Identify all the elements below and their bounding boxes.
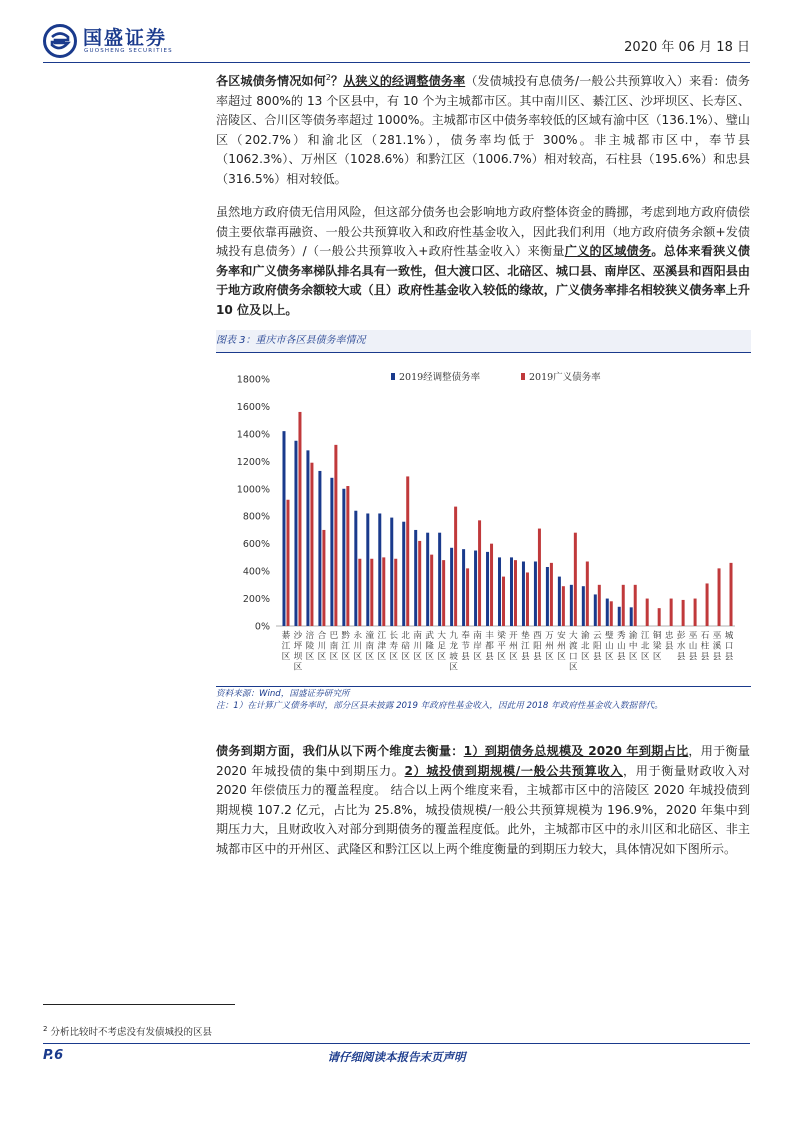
x-tick-label: 隆 xyxy=(425,641,434,652)
bar-adjusted-debt-ratio xyxy=(510,557,513,626)
x-tick-label: 渝 xyxy=(581,631,590,641)
bar-adjusted-debt-ratio xyxy=(366,513,369,626)
x-tick-label: 中 xyxy=(628,641,638,652)
x-tick-label: 江 xyxy=(341,641,351,652)
bar-broad-debt-ratio xyxy=(358,559,361,626)
legend-swatch-adjusted xyxy=(391,373,395,380)
x-tick-label: 万 xyxy=(545,631,554,641)
x-tick-label: 区 xyxy=(425,652,434,662)
bar-broad-debt-ratio xyxy=(610,601,613,626)
bar-adjusted-debt-ratio xyxy=(570,585,573,626)
x-tick-label: 区 xyxy=(449,662,458,673)
y-tick-label: 600% xyxy=(242,539,270,551)
company-name-cn: 国盛证券 xyxy=(83,27,168,49)
report-date: 2020 年 06 月 18 日 xyxy=(624,40,750,55)
y-tick-label: 1600% xyxy=(236,401,270,413)
bar-broad-debt-ratio xyxy=(490,544,493,626)
bar-adjusted-debt-ratio xyxy=(450,548,453,626)
x-tick-label: 江 xyxy=(640,631,650,641)
x-tick-label: 区 xyxy=(353,652,363,662)
x-tick-label: 县 xyxy=(533,652,542,662)
chart-svg xyxy=(216,354,751,684)
x-tick-label: 永 xyxy=(353,631,363,641)
x-tick-label: 酉 xyxy=(533,631,542,641)
x-tick-label: 坪 xyxy=(293,641,303,652)
x-tick-label: 北 xyxy=(640,641,650,652)
bar-broad-debt-ratio xyxy=(622,585,625,626)
para3-dimension-1: 1）到期债务总规模及 2020 年到期占比 xyxy=(463,744,689,758)
x-tick-label: 阳 xyxy=(533,641,542,652)
x-tick-label: 区 xyxy=(305,652,315,662)
x-tick-label: 渝 xyxy=(628,631,638,641)
para3-lead: 债务到期方面，我们从以下两个维度去衡量： xyxy=(216,744,464,758)
x-tick-label: 区 xyxy=(652,652,662,662)
x-tick-label: 巫 xyxy=(712,631,722,641)
x-tick-label: 铜 xyxy=(652,631,662,641)
bar-broad-debt-ratio xyxy=(382,557,385,626)
x-tick-label: 安 xyxy=(557,631,566,641)
figure-note: 注：1）在计算广义债务率时，部分区县未披露 2019 年政府性基金收入，因此用 2018 年政府性基金收入数据替代。 xyxy=(216,701,663,711)
bar-broad-debt-ratio xyxy=(454,507,457,626)
bar-adjusted-debt-ratio xyxy=(558,577,561,626)
y-tick-label: 0% xyxy=(254,621,270,633)
x-tick-label: 区 xyxy=(437,652,446,662)
x-tick-label: 长 xyxy=(389,631,399,641)
x-tick-label: 区 xyxy=(329,652,339,662)
bar-adjusted-debt-ratio xyxy=(402,522,405,626)
y-tick-label: 400% xyxy=(242,566,270,578)
x-tick-label: 县 xyxy=(664,641,674,652)
x-tick-label: 城 xyxy=(724,631,734,641)
x-tick-label: 州 xyxy=(557,641,566,652)
x-tick-label: 大 xyxy=(437,631,446,641)
bar-broad-debt-ratio xyxy=(706,583,709,626)
x-tick-label: 都 xyxy=(485,641,494,652)
bar-broad-debt-ratio xyxy=(562,586,565,626)
para1-formula: （发债城投有息债务/一般公共预算收入） xyxy=(465,74,690,89)
x-tick-label: 县 xyxy=(676,652,686,662)
paragraph-debt-ratio xyxy=(216,68,750,189)
x-tick-label: 区 xyxy=(557,652,566,662)
x-tick-label: 江 xyxy=(377,631,387,641)
bar-broad-debt-ratio xyxy=(658,608,661,626)
x-tick-label: 寿 xyxy=(389,641,399,652)
x-tick-label: 县 xyxy=(688,652,698,662)
bar-adjusted-debt-ratio xyxy=(486,552,489,626)
bar-adjusted-debt-ratio xyxy=(522,562,525,626)
x-tick-label: 阳 xyxy=(592,641,602,652)
bar-adjusted-debt-ratio xyxy=(618,607,621,626)
bar-broad-debt-ratio xyxy=(406,476,409,626)
bar-adjusted-debt-ratio xyxy=(438,533,441,626)
bar-broad-debt-ratio xyxy=(634,585,637,626)
footer-divider xyxy=(43,1043,750,1044)
x-tick-label: 津 xyxy=(377,641,387,652)
y-tick-label: 200% xyxy=(242,594,270,606)
para3-dimension-2: 2）城投债到期规模/一般公共预算收入 xyxy=(404,763,623,778)
x-tick-label: 北 xyxy=(401,631,411,641)
x-tick-label: 梁 xyxy=(652,641,662,652)
x-tick-label: 丰 xyxy=(485,631,494,641)
page-number: P.6 xyxy=(43,1048,64,1063)
x-tick-label: 陵 xyxy=(305,641,315,652)
y-tick-label: 1200% xyxy=(236,456,270,468)
bar-adjusted-debt-ratio xyxy=(630,607,633,626)
legend-label-broad: 2019广义债务率 xyxy=(529,372,601,383)
bar-broad-debt-ratio xyxy=(718,568,721,626)
legend-label-adjusted: 2019经调整债务率 xyxy=(399,372,481,383)
x-tick-label: 川 xyxy=(353,641,363,652)
x-tick-label: 巫 xyxy=(688,631,698,641)
company-logo xyxy=(43,24,173,58)
x-tick-label: 秀 xyxy=(616,631,626,641)
x-tick-label: 区 xyxy=(413,652,423,662)
bar-adjusted-debt-ratio xyxy=(342,489,345,626)
bar-adjusted-debt-ratio xyxy=(534,562,537,626)
x-tick-label: 县 xyxy=(616,652,626,662)
bar-broad-debt-ratio xyxy=(730,563,733,626)
x-tick-label: 区 xyxy=(293,662,303,673)
x-tick-label: 合 xyxy=(317,631,327,641)
para1-question-mark: ？ xyxy=(330,74,344,89)
bar-adjusted-debt-ratio xyxy=(306,450,309,626)
x-tick-label: 区 xyxy=(604,652,614,662)
para1-body: 来看：债务率超过 800%的 13 个区县中，有 10 个为主城都市区。其中南川区、綦江区、沙坪坝区、长寿区、涪陵区、合川区等债务率超过 1000%。主城都市区中债务率较低的区域有渝中区（136.1%）、璧山区（202.7%）和渝北区（281.1%），债务率均低于 300%。非主城都市区中，奉节县（1062.3%）、万州区（1028.6%）和黔江区（1006.7%）相对较高，石柱县（195.6%）和忠县（316.5%）相对较低。 xyxy=(216,74,750,186)
x-tick-label: 垫 xyxy=(521,631,530,641)
x-tick-label: 川 xyxy=(317,641,327,652)
para2-text-1: 虽然地方政府债无信用风险，但这部分债务也会影响地方政府整体资金的腾挪，考虑到地方政府债偿债主要依靠再融资、一般公共预算收入和政府性基金收入，因此我们利用（地方政府债务余额+发债城投有息债务）/（一般公共预算收入+政府性基金收入）来衡量 xyxy=(216,205,750,258)
x-tick-label: 区 xyxy=(497,652,506,662)
bar-broad-debt-ratio xyxy=(394,559,397,626)
x-tick-label: 口 xyxy=(569,652,578,662)
x-tick-label: 山 xyxy=(616,641,626,652)
x-tick-label: 梁 xyxy=(497,631,506,641)
bar-adjusted-debt-ratio xyxy=(546,567,549,626)
x-tick-label: 溪 xyxy=(712,641,722,652)
bar-adjusted-debt-ratio xyxy=(330,478,333,626)
bar-broad-debt-ratio xyxy=(574,533,577,626)
x-tick-label: 区 xyxy=(281,652,291,662)
bar-broad-debt-ratio xyxy=(286,500,289,626)
bar-broad-debt-ratio xyxy=(514,560,517,626)
para2-highlight: 广义的区域债务 xyxy=(564,244,652,258)
x-tick-label: 沙 xyxy=(293,631,303,641)
bar-broad-debt-ratio xyxy=(550,563,553,626)
bar-broad-debt-ratio xyxy=(694,599,697,626)
figure-source-block xyxy=(216,686,751,712)
x-tick-label: 奉 xyxy=(461,631,470,641)
x-tick-label: 忠 xyxy=(664,631,674,641)
bar-broad-debt-ratio xyxy=(310,463,313,626)
x-tick-label: 山 xyxy=(688,641,698,652)
bar-broad-debt-ratio xyxy=(538,529,541,626)
footnote-number: 2 xyxy=(43,1024,48,1033)
bar-broad-debt-ratio xyxy=(370,559,373,626)
x-tick-label: 县 xyxy=(461,652,470,662)
x-tick-label: 区 xyxy=(628,652,638,662)
bar-adjusted-debt-ratio xyxy=(474,551,477,626)
x-tick-label: 区 xyxy=(365,652,375,662)
x-tick-label: 黔 xyxy=(341,631,351,641)
bar-adjusted-debt-ratio xyxy=(318,471,321,626)
x-tick-label: 南 xyxy=(473,631,482,641)
x-tick-label: 涪 xyxy=(305,631,315,641)
bar-adjusted-debt-ratio xyxy=(294,441,297,626)
x-tick-label: 石 xyxy=(700,631,710,641)
x-tick-label: 县 xyxy=(700,652,710,662)
bar-broad-debt-ratio xyxy=(598,585,601,626)
y-tick-label: 1000% xyxy=(236,484,270,496)
x-tick-label: 州 xyxy=(545,641,554,652)
x-tick-label: 南 xyxy=(413,631,423,641)
para3-text-2: ，用于衡量财政收入对 2020 年偿债压力的覆盖程度。 结合以上两个维度来看，主城都市区中的涪陵区 2020 年城投债到期规模 107.2 亿元，占比为 25.8%，城投债规模/一般公共预算规模为 196.9%，2020 年集中到期压力大，且财政收入对部分到期债务的覆盖程度低。此外，主城都市区中的永川区和北碚区、非主城都市区中的开州区、武隆区和黔江区以上两个维度衡量的到期压力较大，具体情况如下图所示。 xyxy=(216,763,750,856)
bar-adjusted-debt-ratio xyxy=(582,586,585,626)
x-tick-label: 区 xyxy=(640,652,650,662)
x-tick-label: 区 xyxy=(473,652,482,662)
bar-adjusted-debt-ratio xyxy=(414,530,417,626)
bar-adjusted-debt-ratio xyxy=(426,533,429,626)
bar-broad-debt-ratio xyxy=(346,486,349,626)
para2-bold-conclusion: 。总体来看狭义债务率和广义债务率梯队排名具有一致性，但大渡口区、北碚区、城口县、南岸区、巫溪县和酉阳县由于地方政府债务余额较大或（且）政府性基金收入较低的缘故，广义债务率排名相较狭义债务率上升 10 位及以上。 xyxy=(216,244,750,317)
x-tick-label: 口 xyxy=(724,641,734,652)
x-tick-label: 南 xyxy=(365,641,375,652)
para3-text-1: ，用于衡量 2020 年城投债的集中到期压力。 xyxy=(216,744,750,778)
x-tick-label: 足 xyxy=(437,641,446,652)
x-tick-label: 水 xyxy=(676,641,686,652)
bar-adjusted-debt-ratio xyxy=(606,599,609,626)
x-tick-label: 北 xyxy=(581,641,590,652)
bar-broad-debt-ratio xyxy=(502,577,505,626)
footnote-divider xyxy=(43,1004,235,1005)
x-tick-label: 彭 xyxy=(676,631,686,641)
x-tick-label: 州 xyxy=(509,641,518,652)
x-tick-label: 渡 xyxy=(569,641,578,652)
company-name-en: GUOSHENG SECURITIES xyxy=(84,48,173,54)
footnote-text: 分析比较时不考虑没有发债城投的区县 xyxy=(50,1027,213,1038)
x-tick-label: 区 xyxy=(581,652,590,662)
y-tick-label: 1400% xyxy=(236,429,270,441)
bar-adjusted-debt-ratio xyxy=(462,549,465,626)
x-tick-label: 巴 xyxy=(329,631,339,641)
x-tick-label: 柱 xyxy=(700,641,710,652)
x-tick-label: 山 xyxy=(604,641,614,652)
x-tick-label: 云 xyxy=(592,631,602,641)
x-tick-label: 区 xyxy=(569,662,578,673)
figure-source: 资料来源：Wind，国盛证券研究所 xyxy=(216,689,350,699)
bar-broad-debt-ratio xyxy=(430,555,433,626)
x-tick-label: 江 xyxy=(281,641,291,652)
figure-title: 图表 3：重庆市各区县债务率情况 xyxy=(216,335,366,346)
x-tick-label: 县 xyxy=(592,652,602,662)
x-tick-label: 璧 xyxy=(604,631,614,641)
bar-adjusted-debt-ratio xyxy=(354,511,357,626)
bar-broad-debt-ratio xyxy=(334,445,337,626)
y-tick-label: 800% xyxy=(242,511,270,523)
x-tick-label: 县 xyxy=(724,652,734,662)
x-tick-label: 坝 xyxy=(293,652,303,662)
x-tick-label: 坡 xyxy=(449,652,458,662)
x-tick-label: 綦 xyxy=(281,631,291,641)
bar-broad-debt-ratio xyxy=(526,572,529,626)
x-tick-label: 县 xyxy=(712,652,722,662)
x-tick-label: 县 xyxy=(485,652,494,662)
bar-adjusted-debt-ratio xyxy=(390,518,393,626)
debt-ratio-chart xyxy=(216,354,751,684)
footer-disclaimer[interactable]: 请仔细阅读本报告末页声明 xyxy=(327,1050,466,1064)
para1-highlight: 从狭义的经调整债务率 xyxy=(343,74,466,89)
x-tick-label: 开 xyxy=(509,631,518,641)
x-tick-label: 节 xyxy=(461,641,470,652)
bar-broad-debt-ratio xyxy=(442,560,445,626)
bar-broad-debt-ratio xyxy=(646,599,649,626)
x-tick-label: 大 xyxy=(569,631,578,641)
x-tick-label: 区 xyxy=(545,652,554,662)
paragraph-maturity xyxy=(216,742,750,859)
x-tick-label: 区 xyxy=(389,652,399,662)
bar-broad-debt-ratio xyxy=(298,412,301,626)
x-tick-label: 江 xyxy=(521,641,530,652)
x-tick-label: 碚 xyxy=(401,641,411,652)
x-tick-label: 九 xyxy=(449,631,458,641)
bar-broad-debt-ratio xyxy=(586,562,589,626)
x-tick-label: 龙 xyxy=(449,641,458,652)
x-tick-label: 武 xyxy=(425,631,434,641)
x-tick-label: 川 xyxy=(413,641,423,652)
footnote xyxy=(43,1024,212,1038)
guosheng-logo-icon xyxy=(43,24,77,58)
bar-broad-debt-ratio xyxy=(466,568,469,626)
bar-adjusted-debt-ratio xyxy=(378,513,381,626)
x-tick-label: 平 xyxy=(497,641,506,652)
bar-adjusted-debt-ratio xyxy=(498,557,501,626)
para1-lead: 各区城债务情况如何 xyxy=(216,74,326,89)
x-tick-label: 南 xyxy=(329,641,339,652)
x-tick-label: 岸 xyxy=(473,641,482,652)
legend-swatch-broad xyxy=(521,373,525,380)
bar-broad-debt-ratio xyxy=(478,520,481,626)
bar-broad-debt-ratio xyxy=(322,530,325,626)
bar-adjusted-debt-ratio xyxy=(282,431,285,626)
y-tick-label: 1800% xyxy=(236,374,270,386)
x-tick-label: 潼 xyxy=(365,631,375,641)
bar-adjusted-debt-ratio xyxy=(594,594,597,626)
header-divider xyxy=(43,62,750,63)
x-tick-label: 区 xyxy=(377,652,387,662)
bar-broad-debt-ratio xyxy=(670,599,673,626)
bar-broad-debt-ratio xyxy=(682,600,685,626)
bar-broad-debt-ratio xyxy=(418,541,421,626)
footnote-ref[interactable]: 2 xyxy=(325,73,331,82)
x-tick-label: 区 xyxy=(509,652,518,662)
x-tick-label: 区 xyxy=(341,652,351,662)
paragraph-broad-debt xyxy=(216,203,750,320)
x-tick-label: 区 xyxy=(317,652,327,662)
x-tick-label: 县 xyxy=(521,652,530,662)
x-tick-label: 区 xyxy=(401,652,411,662)
